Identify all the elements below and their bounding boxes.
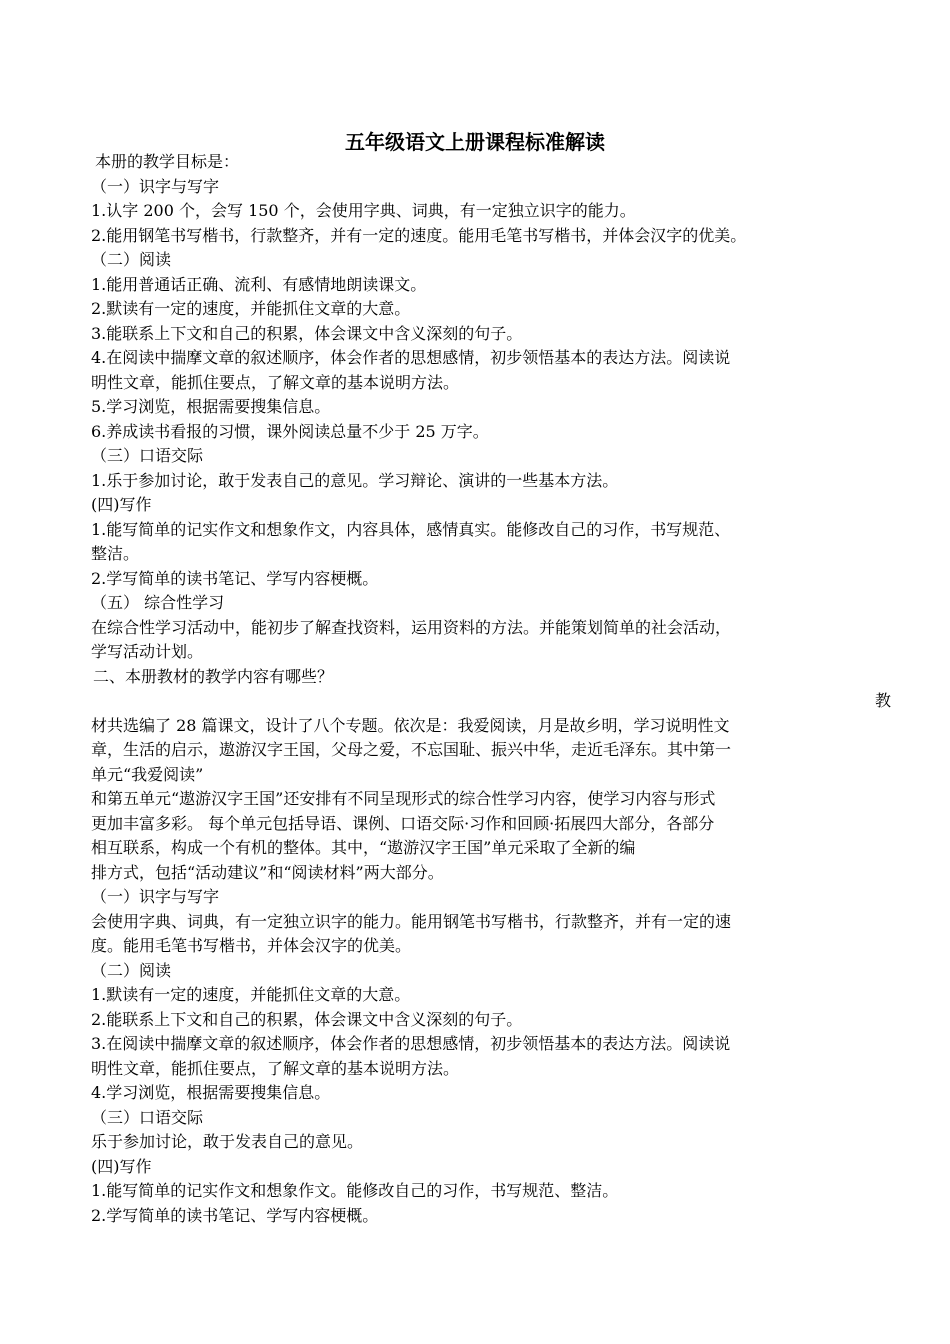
text-line: 度。能用毛笔书写楷书，并体会汉字的优美。: [91, 936, 412, 955]
text-line: 4.学习浏览，根据需要搜集信息。: [91, 1083, 331, 1102]
text-line: （二）阅读: [91, 960, 172, 980]
text-line: 整洁。: [91, 544, 140, 563]
text-line: 3.能联系上下文和自己的积累，体会课文中含义深刻的句子。: [91, 323, 523, 343]
text-line: 2.能用钢笔书写楷书，行款整齐，并有一定的速度。能用毛笔书写楷书，并体会汉字的优美。: [91, 225, 747, 245]
text-line: 1.乐于参加讨论，敢于发表自己的意见。学习辩论、演讲的一些基本方法。: [91, 470, 619, 490]
text-line: 教: [874, 691, 891, 710]
text-line: 2.能联系上下文和自己的积累，体会课文中含义深刻的句子。: [91, 1009, 523, 1029]
text-line: (四)写作: [91, 495, 152, 514]
document-body: [91, 150, 891, 1228]
text-line: 会使用字典、词典，有一定独立识字的能力。能用钢笔书写楷书，行款整齐，并有一定的速: [91, 911, 732, 931]
text-line: 明性文章，能抓住要点，了解文章的基本说明方法。: [91, 372, 460, 392]
text-line: （三）口语交际: [91, 446, 204, 465]
text-line: （五） 综合性学习: [91, 593, 225, 612]
text-line: 2.学写简单的读书笔记、学写内容梗概。: [91, 568, 379, 588]
text-line: 和第五单元“遨游汉字王国”还安排有不同呈现形式的综合性学习内容，使学习内容与形式: [91, 789, 716, 808]
text-line: 在综合性学习活动中，能初步了解查找资料，运用资料的方法。并能策划简单的社会活动，: [91, 617, 732, 637]
text-line: 单元“我爱阅读”: [91, 764, 204, 784]
text-line: 相互联系，构成一个有机的整体。其中，“遨游汉字王国”单元采取了全新的编: [91, 838, 636, 857]
text-line: （一）识字与写字: [91, 176, 220, 196]
text-line: 1.能用普通话正确、流利、有感情地朗读课文。: [91, 274, 427, 294]
text-line: 6.养成读书看报的习惯，课外阅读总量不少于 25 万字。: [91, 421, 489, 441]
text-line: 1.能写简单的记实作文和想象作文，内容具体，感情真实。能修改自己的习作，书写规范、: [91, 519, 731, 539]
text-line: （二）阅读: [91, 250, 172, 269]
text-line: 二、本册教材的教学内容有哪些？: [93, 666, 334, 686]
text-line: 材共选编了 28 篇课文，设计了八个专题。依次是：我爱阅读，月是故乡明，学习说明性文: [91, 715, 730, 735]
text-line: 学写活动计划。: [91, 642, 204, 661]
text-line: 乐于参加讨论，敢于发表自己的意见。: [91, 1132, 364, 1151]
text-line: 2.默读有一定的速度，并能抓住文章的大意。: [91, 299, 411, 318]
text-line: 4.在阅读中揣摩文章的叙述顺序，体会作者的思想感情，初步领悟基本的表达方法。阅读说: [91, 348, 731, 367]
document-title: 五年级语文上册课程标准解读: [345, 130, 605, 154]
text-line: 1.认字 200 个，会写 150 个，会使用字典、词典，有一定独立识字的能力。: [91, 201, 636, 220]
text-line: 1.能写简单的记实作文和想象作文。能修改自己的习作，书写规范、整洁。: [91, 1181, 619, 1200]
text-line: 更加丰富多彩。 每个单元包括导语、课例、口语交际·习作和回顾·拓展四大部分，各部分: [91, 813, 715, 833]
text-line: 章，生活的启示，遨游汉字王国，父母之爱，不忘国耻、振兴中华，走近毛泽东。其中第一: [91, 740, 732, 759]
text-line: 3.在阅读中揣摩文章的叙述顺序，体会作者的思想感情，初步领悟基本的表达方法。阅读说: [91, 1034, 731, 1053]
text-line: （三）口语交际: [91, 1107, 204, 1127]
text-line: （一）识字与写字: [91, 887, 220, 906]
text-line: 明性文章，能抓住要点，了解文章的基本说明方法。: [91, 1058, 460, 1078]
text-line: 1.默读有一定的速度，并能抓住文章的大意。: [91, 985, 411, 1004]
text-line: 5.学习浏览，根据需要搜集信息。: [91, 397, 331, 416]
text-line: 本册的教学目标是：: [95, 152, 240, 171]
text-line: 排方式，包括“活动建议”和“阅读材料”两大部分。: [91, 862, 444, 882]
text-line: (四)写作: [91, 1156, 152, 1176]
text-line: 2.学写简单的读书笔记、学写内容梗概。: [91, 1205, 379, 1225]
